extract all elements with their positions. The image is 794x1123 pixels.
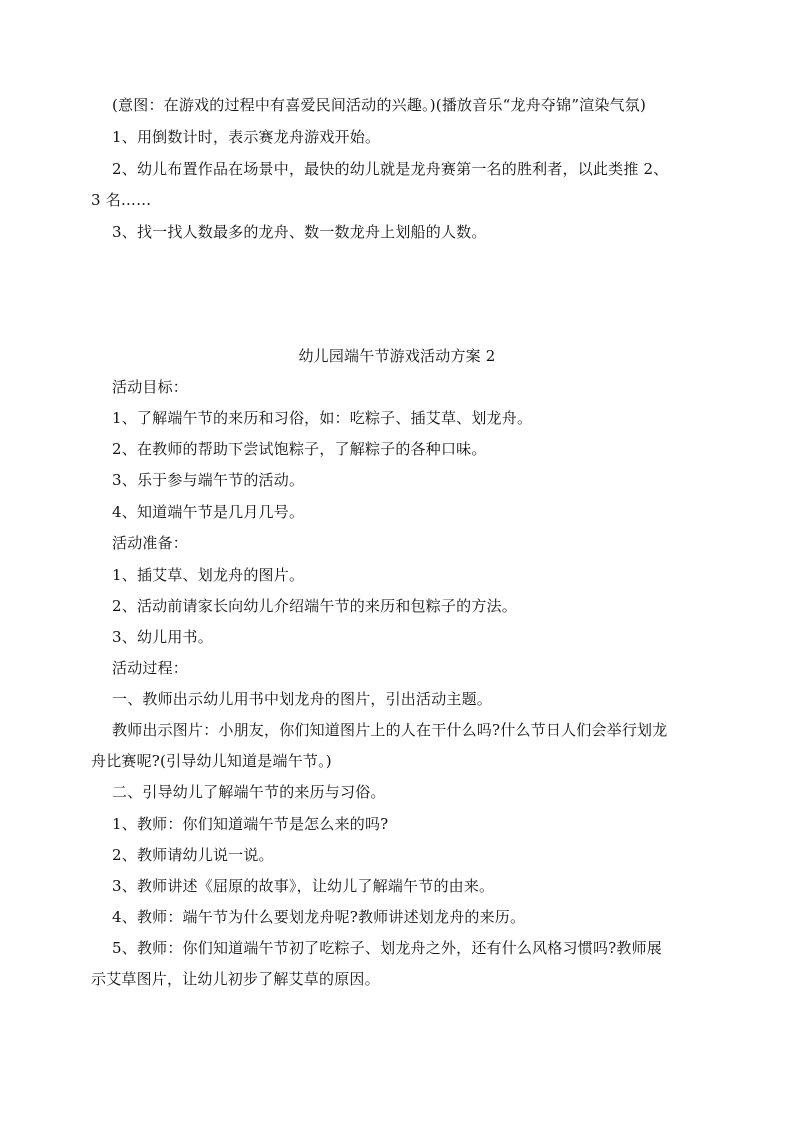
goal-item: 2、在教师的帮助下尝试饱粽子，了解粽子的各种口味。 [112,440,487,458]
goal-item: 3、乐于参与端午节的活动。 [112,471,305,489]
process-item: 1、教师：你们知道端午节是怎么来的吗? [112,815,389,833]
prep-item: 3、幼儿用书。 [112,628,213,646]
list-item: 2、幼儿布置作品在场景中，最快的幼儿就是龙舟赛第一名的胜利者，以此类推 2、 [112,160,669,178]
prep-item: 1、插艾草、划龙舟的图片。 [112,566,305,584]
list-item: 3、找一找人数最多的龙舟、数一数龙舟上划船的人数。 [112,223,487,241]
list-item-continuation: 3 名…… [91,191,152,209]
goal-item: 1、了解端午节的来历和习俗，如：吃粽子、插艾草、划龙舟。 [112,409,533,427]
process-item: 教师出示图片：小朋友，你们知道图片上的人在干什么吗?什么节日人们会举行划龙 [112,721,668,739]
intent-note: (意图：在游戏的过程中有喜爱民间活动的兴趣。)(播放音乐“龙舟夺锦”渲染气氛) [112,96,647,114]
process-item-continuation: 舟比赛呢?(引导幼儿知道是端午节。) [91,752,332,770]
goal-item: 4、知道端午节是几月几号。 [112,503,305,521]
process-item: 3、教师讲述《屈原的故事》，让幼儿了解端午节的由来。 [112,877,495,895]
process-item: 4、教师：端午节为什么要划龙舟呢?教师讲述划龙舟的来历。 [112,908,526,926]
list-item: 1、用倒数计时，表示赛龙舟游戏开始。 [112,128,381,146]
process-item: 2、教师请幼儿说一说。 [112,846,274,864]
process-item: 二、引导幼儿了解端午节的来历与习俗。 [112,783,386,801]
prep-heading: 活动准备： [112,534,189,552]
section-title: 幼儿园端午节游戏活动方案 2 [298,347,496,365]
process-item: 5、教师：你们知道端午节初了吃粽子、划龙舟之外，还有什么风格习惯吗?教师展 [112,939,662,957]
goals-heading: 活动目标： [112,378,189,396]
prep-item: 2、活动前请家长向幼儿介绍端午节的来历和包粽子的方法。 [112,597,517,615]
process-item: 一、教师出示幼儿用书中划龙舟的图片，引出活动主题。 [112,690,493,708]
process-heading: 活动过程： [112,659,189,677]
process-item-continuation: 示艾草图片，让幼儿初步了解艾草的原因。 [91,970,380,988]
